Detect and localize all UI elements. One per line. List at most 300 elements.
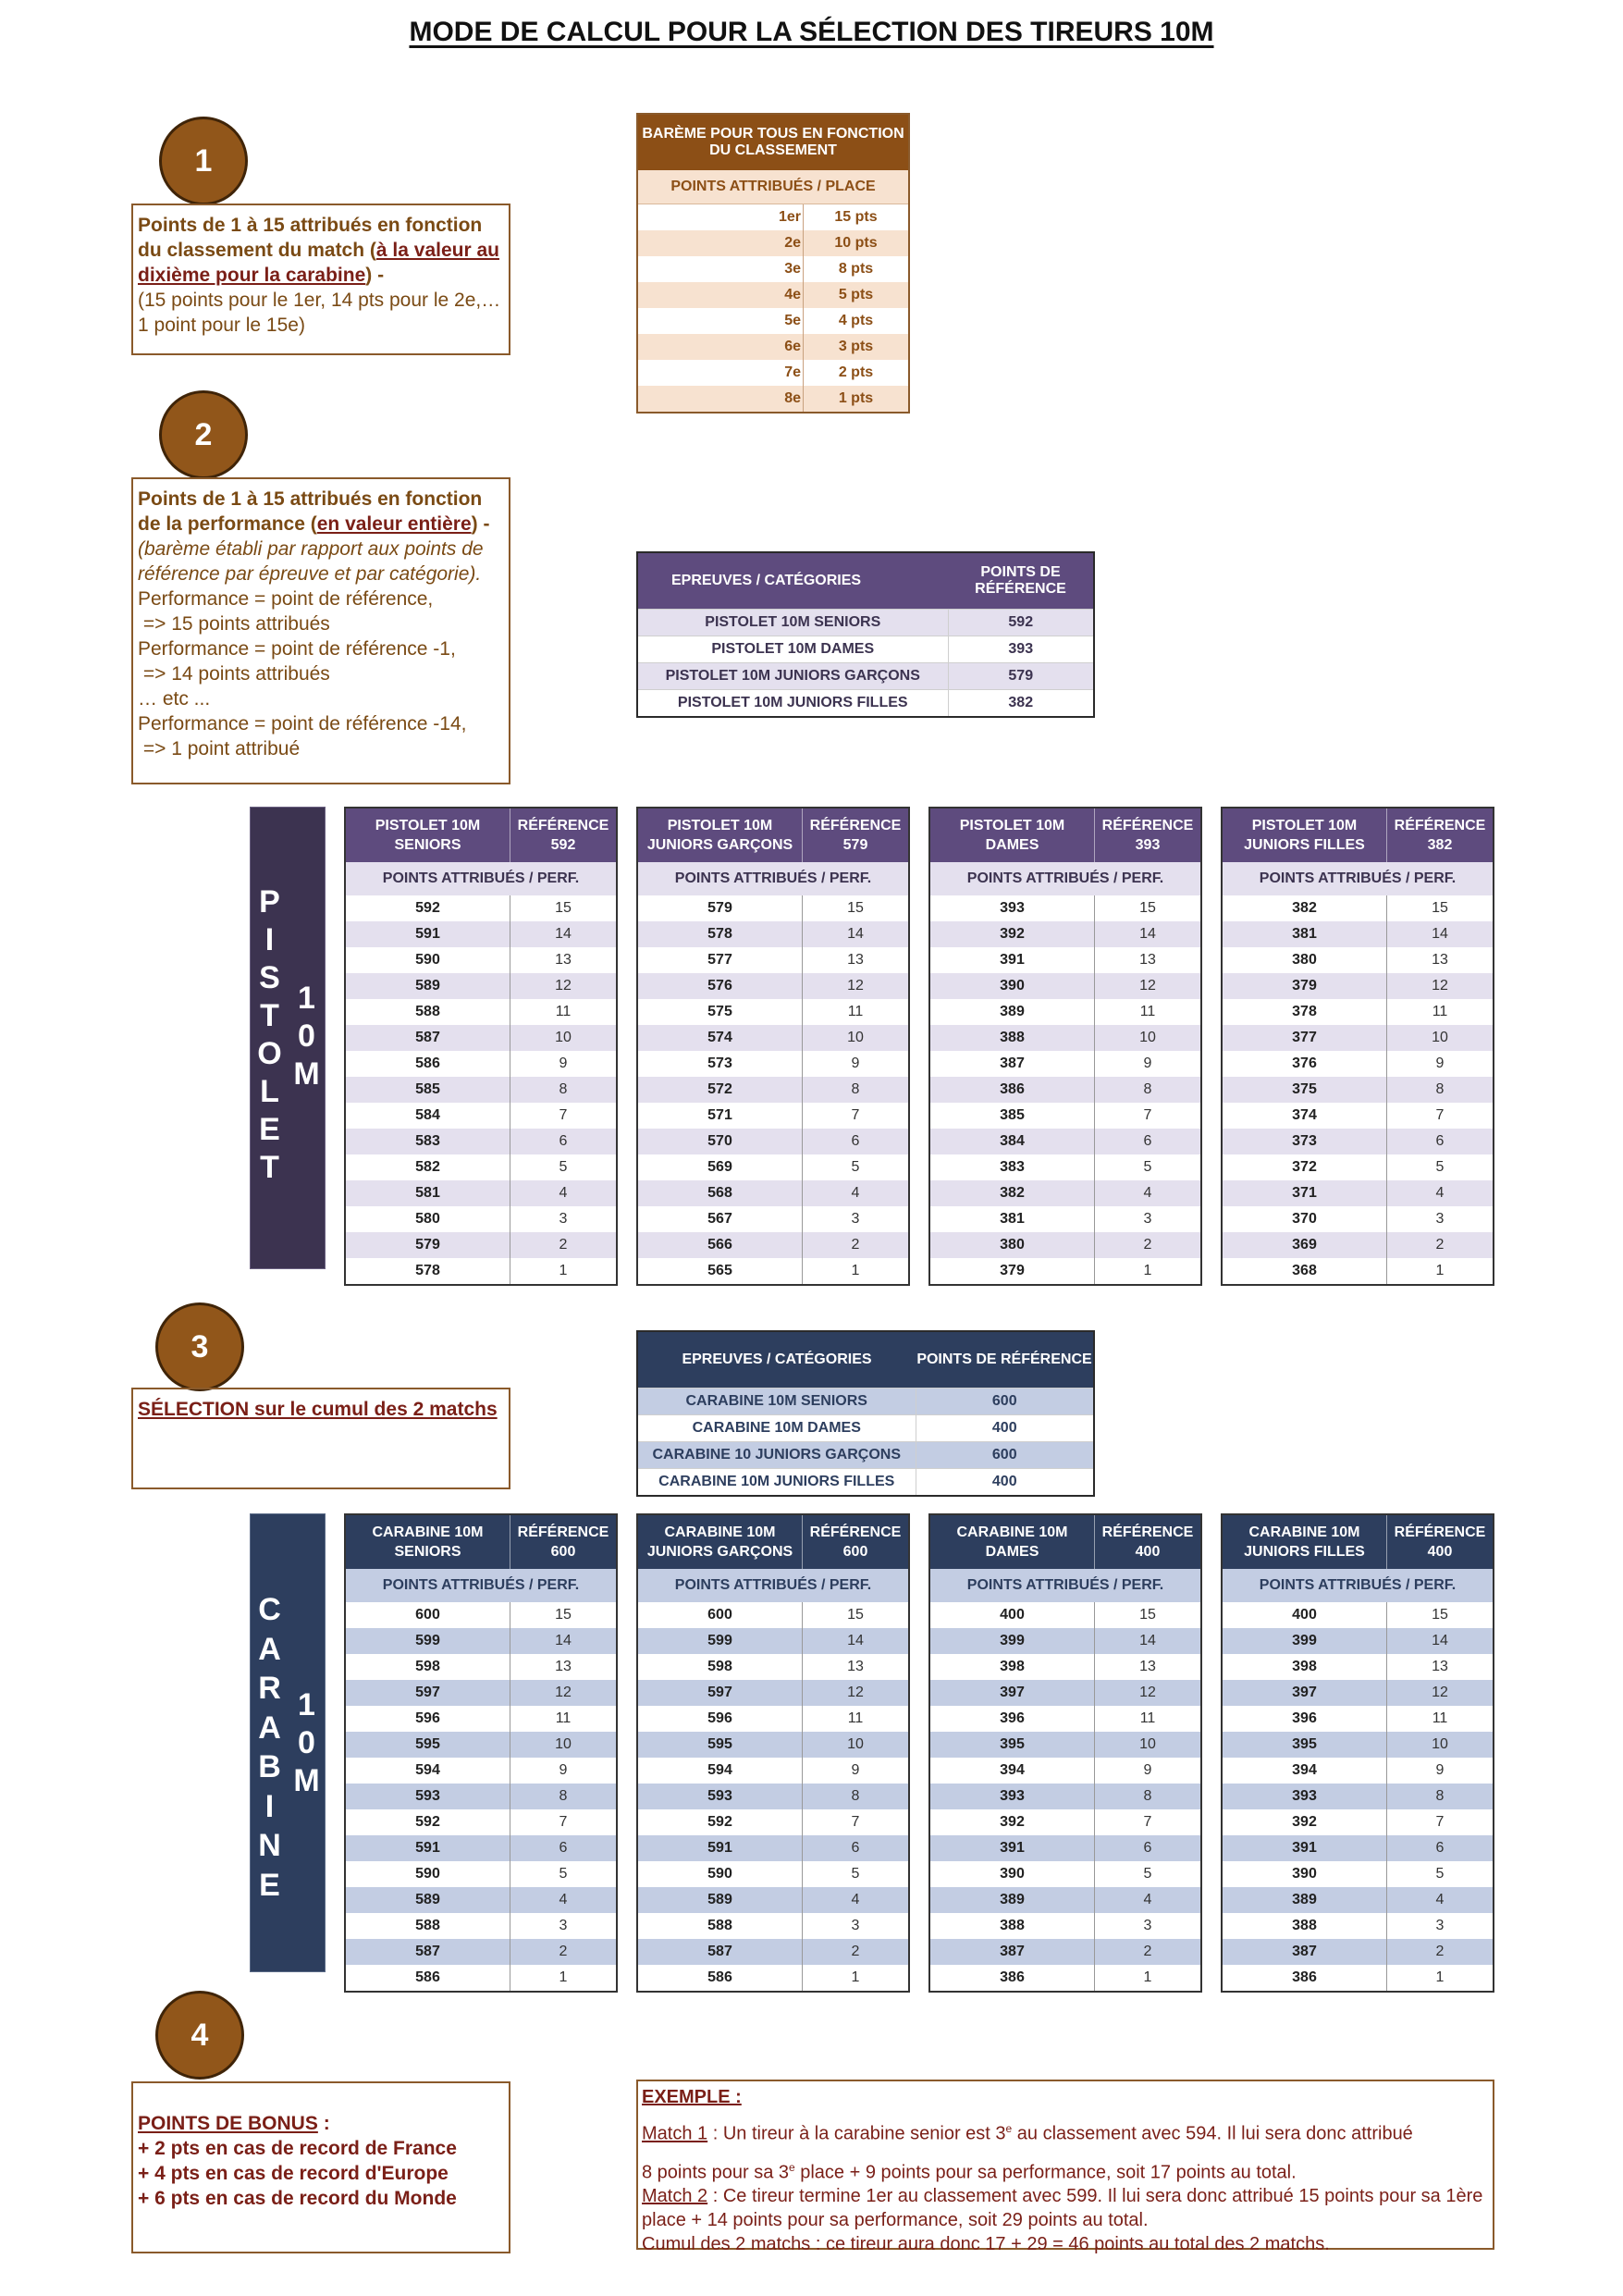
awarded-points: 13: [1432, 1659, 1448, 1674]
awarded-points: 15: [847, 900, 864, 916]
side-label-letter: E: [259, 1112, 280, 1147]
carabine-score-row: [929, 1835, 1201, 1861]
score-value: 589: [637, 1887, 803, 1913]
score-value: 398: [1222, 1654, 1387, 1680]
step-2-line: … etc ...: [138, 688, 211, 710]
awarded-points: 9: [1143, 1055, 1152, 1071]
awarded-points: 12: [847, 1685, 864, 1700]
carabine-group-name: CARABINE 10M JUNIORS FILLES: [1222, 1514, 1387, 1569]
awarded-points: 3: [851, 1918, 860, 1933]
carabine-score-row: [1222, 1706, 1494, 1732]
step-2-italic: (barème établi par rapport aux points de référence par épreuve et par catégorie).: [138, 538, 484, 585]
score-value: 396: [929, 1706, 1095, 1732]
awarded-points: 12: [847, 978, 864, 994]
carabine-score-row: [929, 1602, 1201, 1628]
awarded-points: 6: [1143, 1840, 1152, 1856]
score-value: 590: [345, 1861, 510, 1887]
carabine-group-name: CARABINE 10M SENIORS: [345, 1514, 510, 1569]
score-value: 394: [1222, 1758, 1387, 1784]
bareme-points: 3 pts: [804, 334, 910, 360]
step-3-badge: 3: [155, 1302, 244, 1391]
score-value: 390: [929, 1861, 1095, 1887]
bonus-colon: :: [317, 2113, 330, 2134]
score-value: 391: [1222, 1835, 1387, 1861]
score-value: 372: [1222, 1154, 1387, 1180]
awarded-points: 1: [1143, 1263, 1152, 1278]
awarded-points: 13: [847, 952, 864, 968]
match-1-sup: e: [1005, 2122, 1013, 2135]
score-value: 574: [637, 1025, 803, 1051]
step-3-description: [131, 1388, 510, 1489]
awarded-points: 11: [1432, 1004, 1448, 1019]
side-label-letter: 0: [298, 1725, 315, 1760]
carabine-group-reference: RÉFÉRENCE 400: [1394, 1524, 1486, 1560]
awarded-points: 13: [847, 1659, 864, 1674]
score-value: 593: [345, 1784, 510, 1809]
score-value: 587: [637, 1939, 803, 1965]
score-value: 379: [1222, 973, 1387, 999]
side-label-letter: T: [260, 998, 279, 1033]
score-value: 565: [637, 1258, 803, 1285]
score-value: 594: [345, 1758, 510, 1784]
reference-category: PISTOLET 10M SENIORS: [637, 610, 948, 636]
pistolet-score-row: [929, 1077, 1201, 1103]
points-per-performance-header: POINTS ATTRIBUÉS / PERF.: [345, 1569, 617, 1602]
score-value: 582: [345, 1154, 510, 1180]
score-value: 573: [637, 1051, 803, 1077]
awarded-points: 4: [851, 1185, 860, 1201]
reference-points: 382: [948, 690, 1094, 718]
bareme-row: [637, 334, 909, 360]
awarded-points: 15: [1432, 900, 1448, 916]
score-value: 589: [345, 973, 510, 999]
bareme-points: 15 pts: [804, 204, 910, 231]
score-value: 599: [345, 1628, 510, 1654]
carabine-group-name: CARABINE 10M JUNIORS GARÇONS: [637, 1514, 803, 1569]
score-value: 576: [637, 973, 803, 999]
pistolet-score-row: [637, 1232, 909, 1258]
score-value: 393: [929, 895, 1095, 921]
pistolet-score-row: [1222, 921, 1494, 947]
carabine-side-label: [250, 1513, 326, 1972]
pistolet-score-row: [1222, 1206, 1494, 1232]
awarded-points: 1: [851, 1969, 860, 1985]
awarded-points: 12: [1432, 978, 1448, 994]
side-label-letter: M: [293, 1763, 320, 1798]
side-label-letter: A: [258, 1631, 281, 1667]
score-value: 586: [345, 1965, 510, 1992]
awarded-points: 4: [559, 1185, 568, 1201]
awarded-points: 14: [847, 1633, 864, 1648]
bareme-row: [637, 386, 909, 413]
awarded-points: 6: [559, 1840, 568, 1856]
bareme-row: [637, 204, 909, 231]
awarded-points: 12: [1139, 978, 1156, 994]
awarded-points: 14: [1139, 1633, 1156, 1648]
score-value: 396: [1222, 1706, 1387, 1732]
pistolet-score-row: [929, 999, 1201, 1025]
pistolet-score-row: [1222, 1051, 1494, 1077]
awarded-points: 10: [555, 1030, 572, 1045]
carabine-score-row: [1222, 1602, 1494, 1628]
points-per-performance-header: POINTS ATTRIBUÉS / PERF.: [1222, 1569, 1494, 1602]
awarded-points: 10: [1139, 1736, 1156, 1752]
carabine-score-row: [929, 1784, 1201, 1809]
awarded-points: 9: [559, 1762, 568, 1778]
points-per-performance-header: POINTS ATTRIBUÉS / PERF.: [345, 862, 617, 895]
carabine-score-row: [929, 1939, 1201, 1965]
awarded-points: 5: [1435, 1866, 1445, 1882]
side-label-letter: E: [259, 1867, 280, 1903]
carabine-score-row: [1222, 1732, 1494, 1758]
reference-row: [637, 636, 1094, 663]
awarded-points: 1: [559, 1263, 568, 1278]
pistolet-group-reference: RÉFÉRENCE 579: [809, 818, 902, 853]
carabine-score-row: [929, 1758, 1201, 1784]
side-label-letter: I: [264, 922, 275, 957]
pistolet-score-row: [1222, 1103, 1494, 1129]
carabine-score-row: [637, 1887, 909, 1913]
awarded-points: 1: [1143, 1969, 1152, 1985]
carabine-score-row: [929, 1965, 1201, 1992]
score-value: 383: [929, 1154, 1095, 1180]
pistolet-score-row: [345, 1051, 617, 1077]
score-value: 397: [1222, 1680, 1387, 1706]
pistolet-reference-table: [636, 551, 1095, 718]
awarded-points: 14: [1432, 1633, 1448, 1648]
score-value: 588: [345, 999, 510, 1025]
score-value: 566: [637, 1232, 803, 1258]
score-value: 392: [929, 921, 1095, 947]
pistolet-score-row: [345, 1025, 617, 1051]
carabine-score-table: [1221, 1513, 1494, 1993]
score-value: 376: [1222, 1051, 1387, 1077]
pistolet-group-name: PISTOLET 10M DAMES: [929, 808, 1095, 862]
example-heading: EXEMPLE :: [642, 2087, 742, 2107]
score-value: 381: [929, 1206, 1095, 1232]
carabine-score-row: [345, 1784, 617, 1809]
bonus-heading: POINTS DE BONUS: [138, 2113, 318, 2134]
awarded-points: 9: [559, 1055, 568, 1071]
pistolet-score-row: [1222, 1129, 1494, 1154]
score-value: 390: [929, 973, 1095, 999]
pistolet-score-table: [344, 807, 618, 1286]
score-value: 394: [929, 1758, 1095, 1784]
awarded-points: 3: [559, 1211, 568, 1227]
awarded-points: 3: [1435, 1918, 1445, 1933]
awarded-points: 6: [851, 1133, 860, 1149]
carabine-score-row: [637, 1706, 909, 1732]
reference-points: 600: [916, 1389, 1094, 1415]
carabine-score-row: [637, 1965, 909, 1992]
score-value: 587: [345, 1025, 510, 1051]
carabine-score-row: [637, 1732, 909, 1758]
pistolet-score-row: [345, 1103, 617, 1129]
bareme-points: 5 pts: [804, 282, 910, 308]
bareme-table: [636, 113, 910, 414]
pistolet-score-row: [637, 973, 909, 999]
reference-row: [637, 1469, 1094, 1497]
score-value: 579: [345, 1232, 510, 1258]
score-value: 399: [929, 1628, 1095, 1654]
carabine-score-row: [929, 1654, 1201, 1680]
carabine-score-row: [345, 1602, 617, 1628]
awarded-points: 14: [555, 1633, 572, 1648]
score-value: 373: [1222, 1129, 1387, 1154]
match-1-sup: e: [789, 2160, 795, 2174]
awarded-points: 1: [1435, 1969, 1445, 1985]
score-value: 382: [929, 1180, 1095, 1206]
pistolet-score-row: [345, 999, 617, 1025]
bareme-points: 2 pts: [804, 360, 910, 386]
score-value: 387: [1222, 1939, 1387, 1965]
awarded-points: 8: [851, 1788, 860, 1804]
awarded-points: 11: [1432, 1710, 1448, 1726]
reference-category: CARABINE 10M SENIORS: [637, 1389, 916, 1415]
pistolet-score-row: [637, 947, 909, 973]
score-value: 391: [929, 947, 1095, 973]
score-value: 371: [1222, 1180, 1387, 1206]
side-label-letter: S: [259, 960, 280, 995]
awarded-points: 2: [851, 1944, 860, 1959]
carabine-score-table: [636, 1513, 910, 1993]
carabine-score-row: [345, 1835, 617, 1861]
pistolet-score-row: [637, 1180, 909, 1206]
awarded-points: 12: [555, 978, 572, 994]
awarded-points: 13: [555, 1659, 572, 1674]
score-value: 387: [929, 1051, 1095, 1077]
reference-row: [637, 610, 1094, 636]
score-value: 395: [929, 1732, 1095, 1758]
pistolet-score-row: [929, 1258, 1201, 1285]
carabine-score-row: [345, 1913, 617, 1939]
score-value: 591: [345, 1835, 510, 1861]
points-per-performance-header: POINTS ATTRIBUÉS / PERF.: [637, 862, 909, 895]
score-value: 593: [637, 1784, 803, 1809]
side-label-letter: 1: [298, 981, 315, 1016]
awarded-points: 3: [1143, 1918, 1152, 1933]
carabine-score-row: [929, 1732, 1201, 1758]
match-1-label: Match 1: [642, 2123, 708, 2144]
awarded-points: 5: [559, 1159, 568, 1175]
side-label-letter: 0: [298, 1018, 315, 1054]
bareme-row: [637, 282, 909, 308]
carabine-group-reference: RÉFÉRENCE 600: [809, 1524, 902, 1560]
step-1-note: (15 points pour le 1er, 14 pts pour le 2e,… 1 point pour le 15e): [138, 290, 501, 336]
awarded-points: 4: [1435, 1892, 1445, 1907]
score-value: 590: [345, 947, 510, 973]
pistolet-score-row: [345, 1154, 617, 1180]
awarded-points: 7: [1435, 1107, 1445, 1123]
pistolet-score-row: [1222, 1232, 1494, 1258]
score-value: 578: [637, 921, 803, 947]
awarded-points: 3: [851, 1211, 860, 1227]
carabine-score-row: [1222, 1680, 1494, 1706]
carabine-score-table: [928, 1513, 1202, 1993]
reference-category: CARABINE 10M DAMES: [637, 1415, 916, 1442]
cumul-text: Cumul des 2 matchs : ce tireur aura donc 17 + 29 = 46 points au total des 2 matchs.: [642, 2234, 1330, 2255]
awarded-points: 9: [851, 1055, 860, 1071]
reference-category: PISTOLET 10M JUNIORS FILLES: [637, 690, 948, 718]
pistolet-score-row: [345, 1258, 617, 1285]
carabine-score-row: [1222, 1939, 1494, 1965]
side-label-letter: L: [260, 1074, 279, 1109]
score-value: 386: [929, 1965, 1095, 1992]
bonus-line: + 2 pts en cas de record de France: [138, 2138, 457, 2159]
score-value: 586: [637, 1965, 803, 1992]
score-value: 392: [1222, 1809, 1387, 1835]
awarded-points: 9: [1435, 1762, 1445, 1778]
score-value: 377: [1222, 1025, 1387, 1051]
awarded-points: 2: [1143, 1237, 1152, 1253]
carabine-score-row: [929, 1628, 1201, 1654]
awarded-points: 7: [851, 1814, 860, 1830]
awarded-points: 8: [1143, 1081, 1152, 1097]
reference-points: 579: [948, 663, 1094, 690]
pistolet-group-name: PISTOLET 10M JUNIORS GARÇONS: [637, 808, 803, 862]
score-value: 581: [345, 1180, 510, 1206]
pistolet-group-reference: RÉFÉRENCE 393: [1101, 818, 1194, 853]
score-value: 385: [929, 1103, 1095, 1129]
reference-points: 393: [948, 636, 1094, 663]
pistolet-score-row: [1222, 1180, 1494, 1206]
bareme-place: 7e: [637, 360, 804, 386]
side-label-letter: T: [260, 1150, 279, 1185]
awarded-points: 5: [1435, 1159, 1445, 1175]
carabine-score-row: [345, 1654, 617, 1680]
bareme-place: 1er: [637, 204, 804, 231]
score-value: 589: [345, 1887, 510, 1913]
match-1-text: 8 points pour sa 3: [642, 2162, 789, 2183]
awarded-points: 8: [559, 1081, 568, 1097]
reference-category: CARABINE 10 JUNIORS GARÇONS: [637, 1442, 916, 1469]
score-value: 388: [929, 1025, 1095, 1051]
pistolet-score-row: [637, 1077, 909, 1103]
carabine-score-row: [345, 1758, 617, 1784]
pistolet-score-row: [345, 973, 617, 999]
bareme-points: 8 pts: [804, 256, 910, 282]
awarded-points: 10: [847, 1030, 864, 1045]
awarded-points: 6: [559, 1133, 568, 1149]
carabine-score-row: [345, 1939, 617, 1965]
score-value: 587: [345, 1939, 510, 1965]
step-2-text-end: ) -: [471, 513, 490, 535]
carabine-score-row: [1222, 1628, 1494, 1654]
awarded-points: 6: [1143, 1133, 1152, 1149]
awarded-points: 12: [1432, 1685, 1448, 1700]
carabine-score-row: [1222, 1784, 1494, 1809]
awarded-points: 8: [559, 1788, 568, 1804]
awarded-points: 10: [847, 1736, 864, 1752]
score-value: 575: [637, 999, 803, 1025]
score-value: 590: [637, 1861, 803, 1887]
match-1-text: : Un tireur à la carabine senior est 3: [707, 2123, 1006, 2144]
carabine-group-reference: RÉFÉRENCE 400: [1101, 1524, 1194, 1560]
pistolet-score-row: [1222, 1077, 1494, 1103]
awarded-points: 4: [1435, 1185, 1445, 1201]
bareme-row: [637, 360, 909, 386]
score-value: 592: [637, 1809, 803, 1835]
carabine-score-row: [1222, 1809, 1494, 1835]
pistolet-score-row: [637, 1129, 909, 1154]
reference-points: 400: [916, 1415, 1094, 1442]
awarded-points: 13: [1139, 1659, 1156, 1674]
pistolet-score-row: [637, 1258, 909, 1285]
score-value: 568: [637, 1180, 803, 1206]
awarded-points: 14: [847, 926, 864, 942]
pistolet-score-row: [637, 1206, 909, 1232]
score-value: 569: [637, 1154, 803, 1180]
step-2-badge: 2: [159, 390, 248, 479]
bareme-place: 2e: [637, 230, 804, 256]
step-2-description: [131, 477, 510, 784]
awarded-points: 2: [851, 1237, 860, 1253]
carabine-score-row: [1222, 1965, 1494, 1992]
awarded-points: 11: [847, 1710, 864, 1726]
score-value: 592: [345, 895, 510, 921]
awarded-points: 2: [1143, 1944, 1152, 1959]
carabine-score-row: [1222, 1861, 1494, 1887]
bareme-header: BARÈME POUR TOUS EN FONCTION DU CLASSEMENT: [637, 114, 909, 170]
score-value: 580: [345, 1206, 510, 1232]
awarded-points: 8: [851, 1081, 860, 1097]
carabine-group-reference: RÉFÉRENCE 600: [517, 1524, 609, 1560]
points-per-performance-header: POINTS ATTRIBUÉS / PERF.: [929, 862, 1201, 895]
awarded-points: 15: [1432, 1607, 1448, 1623]
awarded-points: 1: [1435, 1263, 1445, 1278]
step-1-description: [131, 204, 510, 355]
score-value: 583: [345, 1129, 510, 1154]
score-value: 588: [637, 1913, 803, 1939]
score-value: 585: [345, 1077, 510, 1103]
awarded-points: 14: [555, 926, 572, 942]
awarded-points: 11: [1139, 1710, 1156, 1726]
awarded-points: 2: [559, 1944, 568, 1959]
awarded-points: 1: [851, 1263, 860, 1278]
page-title: MODE DE CALCUL POUR LA SÉLECTION DES TIREURS 10M: [409, 17, 1214, 47]
score-value: 596: [345, 1706, 510, 1732]
bareme-row: [637, 308, 909, 334]
awarded-points: 10: [555, 1736, 572, 1752]
score-value: 567: [637, 1206, 803, 1232]
awarded-points: 10: [1432, 1030, 1448, 1045]
bareme-row: [637, 230, 909, 256]
step-3-keyword: SÉLECTION: [138, 1399, 250, 1420]
awarded-points: 8: [1435, 1788, 1445, 1804]
awarded-points: 8: [1143, 1788, 1152, 1804]
pistolet-score-row: [929, 947, 1201, 973]
score-value: 584: [345, 1103, 510, 1129]
score-value: 572: [637, 1077, 803, 1103]
score-value: 577: [637, 947, 803, 973]
awarded-points: 12: [555, 1685, 572, 1700]
carabine-reference-table: [636, 1330, 1095, 1497]
awarded-points: 13: [1432, 952, 1448, 968]
awarded-points: 7: [559, 1107, 568, 1123]
pistolet-score-row: [929, 1154, 1201, 1180]
awarded-points: 14: [1432, 926, 1448, 942]
awarded-points: 7: [851, 1107, 860, 1123]
reference-row: [637, 1442, 1094, 1469]
bareme-points: 4 pts: [804, 308, 910, 334]
awarded-points: 10: [1432, 1736, 1448, 1752]
points-per-performance-header: POINTS ATTRIBUÉS / PERF.: [1222, 862, 1494, 895]
pistolet-score-row: [345, 1077, 617, 1103]
points-per-performance-header: POINTS ATTRIBUÉS / PERF.: [637, 1569, 909, 1602]
awarded-points: 5: [851, 1866, 860, 1882]
reference-category: PISTOLET 10M JUNIORS GARÇONS: [637, 663, 948, 690]
score-value: 370: [1222, 1206, 1387, 1232]
